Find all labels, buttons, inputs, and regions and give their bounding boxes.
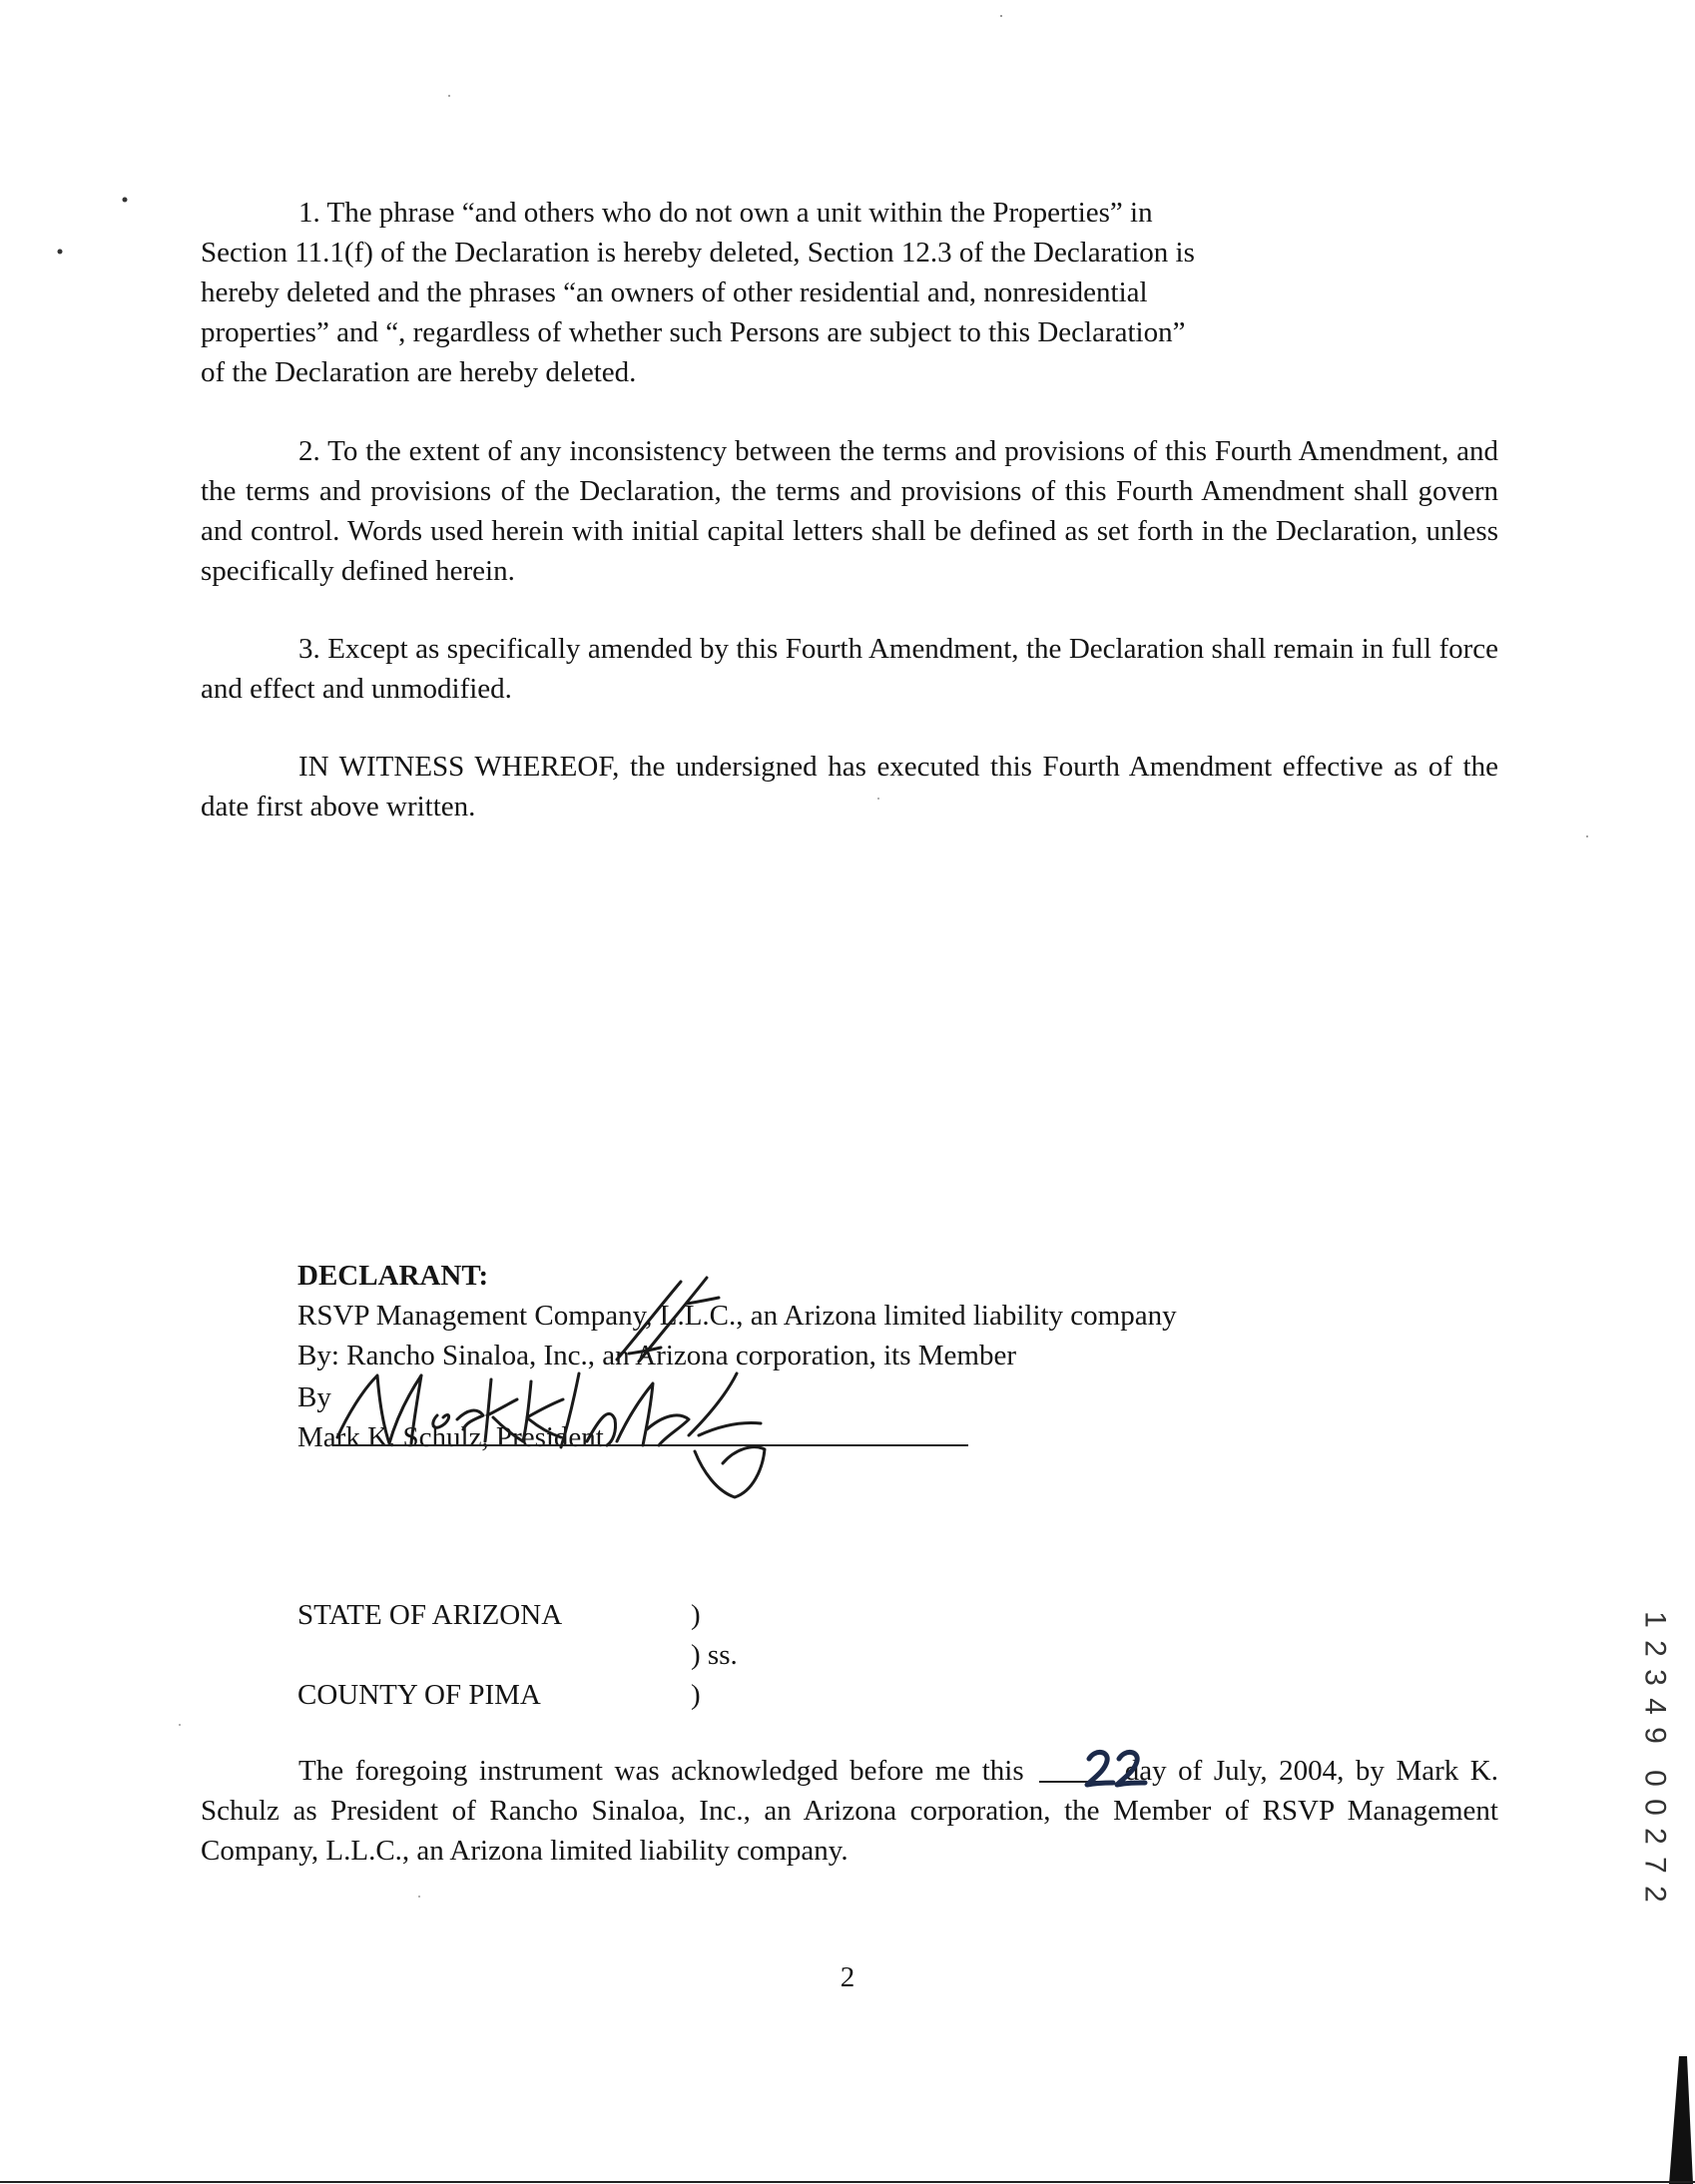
venue-paren-bottom: ) [691, 1679, 701, 1711]
declarant-company: RSVP Management Company, L.L.C., an Arizona limited liability company [297, 1300, 1177, 1332]
handwritten-day-22 [1083, 1745, 1149, 1791]
paragraph-2-number: 2. [298, 435, 320, 467]
ack-before-day: The foregoing instrument was acknowledged before me this [298, 1755, 1024, 1787]
stamp-digit-6: 0 [1638, 1770, 1672, 1787]
venue-ss: ) ss. [691, 1639, 738, 1671]
page-number: 2 [840, 1961, 855, 1993]
witness-paragraph [201, 747, 1498, 826]
acknowledgment-paragraph [201, 1751, 1498, 1871]
paragraph-1-line-5: of the Declaration are hereby deleted. [201, 356, 637, 388]
venue-state: STATE OF ARIZONA [297, 1599, 563, 1631]
declarant-signer: Mark K. Schulz, President [297, 1421, 604, 1453]
stamp-digit-8: 2 [1638, 1828, 1672, 1845]
stamp-digit-5: 9 [1638, 1727, 1672, 1744]
signature-top-strokes [599, 1264, 779, 1364]
paragraph-3 [201, 629, 1498, 709]
paragraph-1 [201, 193, 1349, 392]
paragraph-2 [201, 431, 1498, 591]
paragraph-1-line-2: Section 11.1(f) of the Declaration is hereby deleted, Section 12.3 of the Declaration is [201, 237, 1195, 269]
venue-county: COUNTY OF PIMA [297, 1679, 541, 1711]
venue-paren-top: ) [691, 1599, 701, 1631]
by-label: By [297, 1381, 331, 1413]
stamp-digit-9: 7 [1638, 1857, 1672, 1874]
stamp-digit-10: 2 [1638, 1886, 1672, 1903]
paragraph-3-text: Except as specifically amended by this Fourth Amendment, the Declaration shall remain in full force and effect and unmodified. [201, 633, 1498, 705]
paragraph-1-line-4: properties” and “, regardless of whether such Persons are subject to this Declaration” [201, 316, 1186, 348]
declarant-heading: DECLARANT: [297, 1260, 489, 1292]
witness-text: IN WITNESS WHEREOF, the undersigned has executed this Fourth Amendment effective as of the date first above written. [201, 751, 1498, 822]
stamp-digit-2: 2 [1638, 1640, 1672, 1657]
paragraph-1-line-1: 1. The phrase “and others who do not own a unit within the Properties” in [298, 197, 1153, 229]
signature-scribble [317, 1346, 787, 1505]
recording-number-stamp [1637, 1605, 1673, 1909]
paragraph-3-number: 3. [298, 633, 320, 665]
paragraph-1-line-3: hereby deleted and the phrases “an owners of other residential and, nonresidential [201, 276, 1148, 308]
ack-after-day: day of July, 2004, by Mark K. Schulz as President of Rancho Sinaloa, Inc., an Arizona corporation, the Member of RSVP Management Company, L.L.C., an Arizona limited liability company. [201, 1755, 1499, 1867]
stamp-digit-1: 1 [1638, 1611, 1672, 1628]
stamp-digit-4: 4 [1638, 1698, 1672, 1715]
paragraph-2-text: To the extent of any inconsistency between the terms and provisions of this Fourth Amendment, and the terms and provisions of the Declaration, the terms and provisions of this Fourth Amendment shall govern and control. Words used herein with initial capital letters shall be defined as set forth in the Declaration, unless specifically defined herein. [201, 435, 1499, 587]
declarant-by-line: By: Rancho Sinaloa, Inc., an Arizona corporation, its Member [297, 1340, 1016, 1371]
stamp-digit-7: 0 [1638, 1799, 1672, 1816]
stamp-digit-3: 3 [1638, 1669, 1672, 1686]
